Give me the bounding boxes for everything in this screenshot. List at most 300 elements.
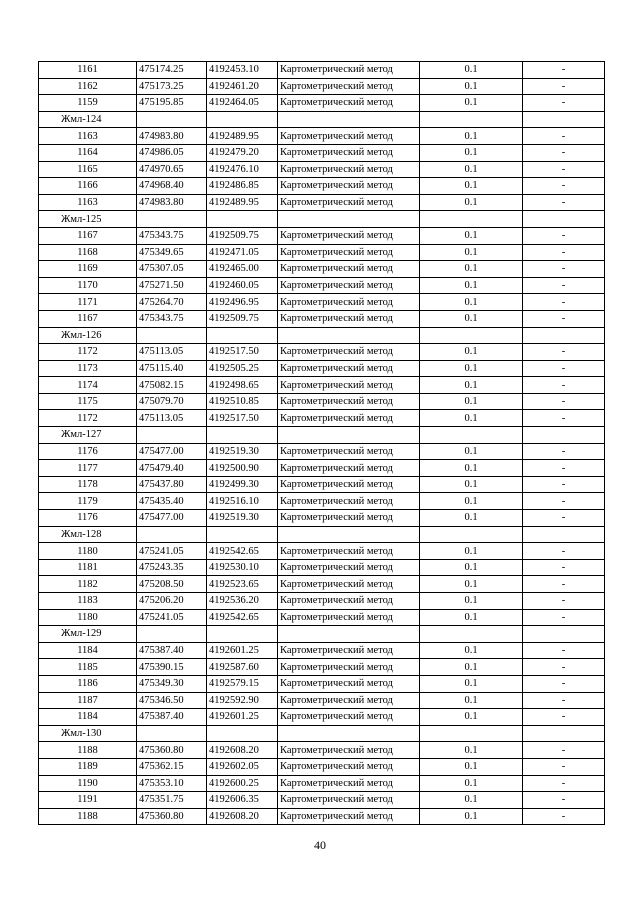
method-cell: Картометрический метод <box>278 294 420 311</box>
x-coordinate-cell: 475271.50 <box>137 277 207 294</box>
y-coordinate-cell <box>207 427 278 444</box>
table-row <box>39 609 605 626</box>
table-row <box>39 344 605 361</box>
accuracy-cell <box>420 111 523 128</box>
table-row <box>39 692 605 709</box>
y-coordinate-cell: 4192486.85 <box>207 178 278 195</box>
point-number-cell: 1187 <box>39 692 137 709</box>
group-name-cell: Жмл-129 <box>39 626 137 643</box>
accuracy-cell: 0.1 <box>420 294 523 311</box>
note-cell: - <box>523 642 605 659</box>
point-number-cell: 1164 <box>39 144 137 161</box>
point-number-cell: 1167 <box>39 310 137 327</box>
method-cell: Картометрический метод <box>278 161 420 178</box>
x-coordinate-cell: 475346.50 <box>137 692 207 709</box>
table-row <box>39 543 605 560</box>
accuracy-cell: 0.1 <box>420 709 523 726</box>
note-cell <box>523 526 605 543</box>
note-cell: - <box>523 443 605 460</box>
method-cell <box>278 211 420 228</box>
accuracy-cell: 0.1 <box>420 543 523 560</box>
x-coordinate-cell: 475174.25 <box>137 62 207 79</box>
note-cell: - <box>523 277 605 294</box>
x-coordinate-cell: 475362.15 <box>137 758 207 775</box>
method-cell: Картометрический метод <box>278 460 420 477</box>
accuracy-cell: 0.1 <box>420 609 523 626</box>
method-cell: Картометрический метод <box>278 178 420 195</box>
note-cell: - <box>523 227 605 244</box>
y-coordinate-cell: 4192496.95 <box>207 294 278 311</box>
note-cell: - <box>523 742 605 759</box>
note-cell: - <box>523 261 605 278</box>
accuracy-cell <box>420 427 523 444</box>
x-coordinate-cell: 475241.05 <box>137 543 207 560</box>
point-number-cell: 1178 <box>39 476 137 493</box>
point-number-cell: 1189 <box>39 758 137 775</box>
x-coordinate-cell: 475195.85 <box>137 95 207 112</box>
table-row <box>39 62 605 79</box>
coordinates-table <box>38 61 605 825</box>
x-coordinate-cell: 475387.40 <box>137 709 207 726</box>
x-coordinate-cell: 475387.40 <box>137 642 207 659</box>
method-cell: Картометрический метод <box>278 758 420 775</box>
method-cell: Картометрический метод <box>278 609 420 626</box>
method-cell <box>278 327 420 344</box>
table-row <box>39 294 605 311</box>
point-number-cell: 1172 <box>39 410 137 427</box>
point-number-cell: 1185 <box>39 659 137 676</box>
note-cell: - <box>523 161 605 178</box>
x-coordinate-cell: 475351.75 <box>137 792 207 809</box>
x-coordinate-cell <box>137 327 207 344</box>
y-coordinate-cell: 4192608.20 <box>207 742 278 759</box>
group-name-cell: Жмл-126 <box>39 327 137 344</box>
x-coordinate-cell: 475437.80 <box>137 476 207 493</box>
point-number-cell: 1175 <box>39 393 137 410</box>
accuracy-cell: 0.1 <box>420 310 523 327</box>
point-number-cell: 1186 <box>39 675 137 692</box>
x-coordinate-cell: 474970.65 <box>137 161 207 178</box>
accuracy-cell: 0.1 <box>420 493 523 510</box>
accuracy-cell: 0.1 <box>420 443 523 460</box>
note-cell: - <box>523 543 605 560</box>
method-cell: Картометрический метод <box>278 659 420 676</box>
coordinates-table-body <box>39 62 605 825</box>
method-cell <box>278 526 420 543</box>
x-coordinate-cell <box>137 111 207 128</box>
y-coordinate-cell: 4192606.35 <box>207 792 278 809</box>
table-row <box>39 792 605 809</box>
y-coordinate-cell: 4192542.65 <box>207 609 278 626</box>
point-number-cell: 1163 <box>39 128 137 145</box>
accuracy-cell: 0.1 <box>420 510 523 527</box>
x-coordinate-cell: 475479.40 <box>137 460 207 477</box>
note-cell: - <box>523 62 605 79</box>
accuracy-cell <box>420 526 523 543</box>
note-cell: - <box>523 692 605 709</box>
point-number-cell: 1180 <box>39 543 137 560</box>
method-cell: Картометрический метод <box>278 62 420 79</box>
note-cell: - <box>523 559 605 576</box>
accuracy-cell: 0.1 <box>420 675 523 692</box>
table-row <box>39 178 605 195</box>
accuracy-cell: 0.1 <box>420 227 523 244</box>
point-number-cell: 1174 <box>39 377 137 394</box>
accuracy-cell: 0.1 <box>420 244 523 261</box>
group-name-cell: Жмл-128 <box>39 526 137 543</box>
note-cell: - <box>523 476 605 493</box>
y-coordinate-cell: 4192505.25 <box>207 360 278 377</box>
x-coordinate-cell: 475360.80 <box>137 742 207 759</box>
table-row <box>39 144 605 161</box>
y-coordinate-cell: 4192461.20 <box>207 78 278 95</box>
table-row <box>39 758 605 775</box>
table-row <box>39 775 605 792</box>
note-cell: - <box>523 775 605 792</box>
point-number-cell: 1188 <box>39 742 137 759</box>
x-coordinate-cell: 475343.75 <box>137 227 207 244</box>
point-number-cell: 1191 <box>39 792 137 809</box>
table-row <box>39 244 605 261</box>
note-cell: - <box>523 792 605 809</box>
note-cell: - <box>523 460 605 477</box>
group-name-cell: Жмл-124 <box>39 111 137 128</box>
accuracy-cell: 0.1 <box>420 659 523 676</box>
y-coordinate-cell <box>207 111 278 128</box>
method-cell: Картометрический метод <box>278 410 420 427</box>
method-cell: Картометрический метод <box>278 692 420 709</box>
note-cell <box>523 427 605 444</box>
note-cell: - <box>523 244 605 261</box>
method-cell: Картометрический метод <box>278 393 420 410</box>
point-number-cell: 1177 <box>39 460 137 477</box>
y-coordinate-cell: 4192510.85 <box>207 393 278 410</box>
accuracy-cell: 0.1 <box>420 792 523 809</box>
accuracy-cell: 0.1 <box>420 642 523 659</box>
point-number-cell: 1180 <box>39 609 137 626</box>
method-cell: Картометрический метод <box>278 261 420 278</box>
point-number-cell: 1182 <box>39 576 137 593</box>
point-number-cell: 1167 <box>39 227 137 244</box>
x-coordinate-cell: 475079.70 <box>137 393 207 410</box>
y-coordinate-cell: 4192592.90 <box>207 692 278 709</box>
point-number-cell: 1176 <box>39 443 137 460</box>
y-coordinate-cell: 4192453.10 <box>207 62 278 79</box>
note-cell: - <box>523 95 605 112</box>
table-row <box>39 95 605 112</box>
note-cell: - <box>523 510 605 527</box>
note-cell: - <box>523 144 605 161</box>
x-coordinate-cell <box>137 211 207 228</box>
y-coordinate-cell <box>207 725 278 742</box>
y-coordinate-cell: 4192519.30 <box>207 443 278 460</box>
y-coordinate-cell: 4192479.20 <box>207 144 278 161</box>
y-coordinate-cell: 4192498.65 <box>207 377 278 394</box>
note-cell: - <box>523 377 605 394</box>
x-coordinate-cell: 475307.05 <box>137 261 207 278</box>
y-coordinate-cell: 4192500.90 <box>207 460 278 477</box>
accuracy-cell: 0.1 <box>420 393 523 410</box>
method-cell: Картометрический метод <box>278 128 420 145</box>
point-number-cell: 1181 <box>39 559 137 576</box>
table-row <box>39 227 605 244</box>
accuracy-cell: 0.1 <box>420 410 523 427</box>
group-name-cell: Жмл-125 <box>39 211 137 228</box>
x-coordinate-cell: 474983.80 <box>137 194 207 211</box>
note-cell: - <box>523 709 605 726</box>
point-number-cell: 1172 <box>39 344 137 361</box>
x-coordinate-cell: 475264.70 <box>137 294 207 311</box>
method-cell: Картометрический метод <box>278 576 420 593</box>
table-row <box>39 493 605 510</box>
note-cell: - <box>523 410 605 427</box>
note-cell <box>523 725 605 742</box>
point-number-cell: 1190 <box>39 775 137 792</box>
group-header-row <box>39 725 605 742</box>
y-coordinate-cell: 4192517.50 <box>207 344 278 361</box>
x-coordinate-cell: 475353.10 <box>137 775 207 792</box>
point-number-cell: 1173 <box>39 360 137 377</box>
x-coordinate-cell: 475113.05 <box>137 344 207 361</box>
group-header-row <box>39 626 605 643</box>
method-cell: Картометрический метод <box>278 493 420 510</box>
y-coordinate-cell: 4192602.05 <box>207 758 278 775</box>
y-coordinate-cell: 4192608.20 <box>207 808 278 825</box>
table-row <box>39 460 605 477</box>
group-header-row <box>39 327 605 344</box>
point-number-cell: 1168 <box>39 244 137 261</box>
method-cell <box>278 111 420 128</box>
point-number-cell: 1184 <box>39 642 137 659</box>
accuracy-cell <box>420 211 523 228</box>
accuracy-cell <box>420 626 523 643</box>
accuracy-cell <box>420 725 523 742</box>
note-cell: - <box>523 609 605 626</box>
method-cell: Картометрический метод <box>278 144 420 161</box>
note-cell <box>523 111 605 128</box>
table-row <box>39 161 605 178</box>
table-row <box>39 310 605 327</box>
note-cell: - <box>523 808 605 825</box>
group-name-cell: Жмл-127 <box>39 427 137 444</box>
y-coordinate-cell: 4192601.25 <box>207 642 278 659</box>
accuracy-cell: 0.1 <box>420 460 523 477</box>
x-coordinate-cell: 475082.15 <box>137 377 207 394</box>
y-coordinate-cell: 4192519.30 <box>207 510 278 527</box>
x-coordinate-cell: 475243.35 <box>137 559 207 576</box>
method-cell: Картометрический метод <box>278 559 420 576</box>
accuracy-cell: 0.1 <box>420 808 523 825</box>
x-coordinate-cell <box>137 526 207 543</box>
table-row <box>39 194 605 211</box>
point-number-cell: 1166 <box>39 178 137 195</box>
note-cell: - <box>523 310 605 327</box>
table-row <box>39 808 605 825</box>
accuracy-cell: 0.1 <box>420 144 523 161</box>
point-number-cell: 1162 <box>39 78 137 95</box>
y-coordinate-cell: 4192530.10 <box>207 559 278 576</box>
y-coordinate-cell: 4192499.30 <box>207 476 278 493</box>
accuracy-cell: 0.1 <box>420 758 523 775</box>
y-coordinate-cell: 4192464.05 <box>207 95 278 112</box>
y-coordinate-cell: 4192600.25 <box>207 775 278 792</box>
table-row <box>39 393 605 410</box>
note-cell: - <box>523 194 605 211</box>
y-coordinate-cell: 4192517.50 <box>207 410 278 427</box>
x-coordinate-cell: 475173.25 <box>137 78 207 95</box>
note-cell: - <box>523 576 605 593</box>
note-cell: - <box>523 78 605 95</box>
x-coordinate-cell: 475206.20 <box>137 593 207 610</box>
point-number-cell: 1163 <box>39 194 137 211</box>
accuracy-cell: 0.1 <box>420 344 523 361</box>
y-coordinate-cell: 4192579.15 <box>207 675 278 692</box>
x-coordinate-cell: 475349.30 <box>137 675 207 692</box>
method-cell: Картометрический метод <box>278 675 420 692</box>
x-coordinate-cell: 475343.75 <box>137 310 207 327</box>
point-number-cell: 1188 <box>39 808 137 825</box>
table-row <box>39 593 605 610</box>
note-cell: - <box>523 593 605 610</box>
note-cell: - <box>523 659 605 676</box>
point-number-cell: 1171 <box>39 294 137 311</box>
table-row <box>39 576 605 593</box>
table-row <box>39 443 605 460</box>
page-number: 40 <box>314 838 326 852</box>
table-row <box>39 128 605 145</box>
accuracy-cell: 0.1 <box>420 261 523 278</box>
y-coordinate-cell: 4192509.75 <box>207 310 278 327</box>
method-cell: Картометрический метод <box>278 742 420 759</box>
point-number-cell: 1184 <box>39 709 137 726</box>
note-cell <box>523 211 605 228</box>
accuracy-cell: 0.1 <box>420 576 523 593</box>
group-header-row <box>39 427 605 444</box>
table-row <box>39 510 605 527</box>
y-coordinate-cell: 4192542.65 <box>207 543 278 560</box>
group-header-row <box>39 211 605 228</box>
y-coordinate-cell: 4192476.10 <box>207 161 278 178</box>
note-cell: - <box>523 393 605 410</box>
y-coordinate-cell <box>207 327 278 344</box>
y-coordinate-cell: 4192460.05 <box>207 277 278 294</box>
table-row <box>39 659 605 676</box>
accuracy-cell: 0.1 <box>420 95 523 112</box>
y-coordinate-cell: 4192465.00 <box>207 261 278 278</box>
point-number-cell: 1183 <box>39 593 137 610</box>
method-cell: Картометрический метод <box>278 510 420 527</box>
method-cell: Картометрический метод <box>278 360 420 377</box>
point-number-cell: 1159 <box>39 95 137 112</box>
accuracy-cell: 0.1 <box>420 377 523 394</box>
point-number-cell: 1176 <box>39 510 137 527</box>
note-cell: - <box>523 675 605 692</box>
x-coordinate-cell: 475208.50 <box>137 576 207 593</box>
method-cell: Картометрический метод <box>278 476 420 493</box>
note-cell: - <box>523 178 605 195</box>
accuracy-cell: 0.1 <box>420 692 523 709</box>
method-cell: Картометрический метод <box>278 792 420 809</box>
table-row <box>39 410 605 427</box>
y-coordinate-cell: 4192601.25 <box>207 709 278 726</box>
x-coordinate-cell: 475477.00 <box>137 510 207 527</box>
note-cell: - <box>523 128 605 145</box>
group-header-row <box>39 526 605 543</box>
point-number-cell: 1169 <box>39 261 137 278</box>
accuracy-cell: 0.1 <box>420 559 523 576</box>
note-cell: - <box>523 758 605 775</box>
method-cell: Картометрический метод <box>278 227 420 244</box>
method-cell: Картометрический метод <box>278 775 420 792</box>
point-number-cell: 1170 <box>39 277 137 294</box>
y-coordinate-cell <box>207 626 278 643</box>
x-coordinate-cell: 475349.65 <box>137 244 207 261</box>
accuracy-cell: 0.1 <box>420 161 523 178</box>
x-coordinate-cell: 474983.80 <box>137 128 207 145</box>
accuracy-cell: 0.1 <box>420 128 523 145</box>
note-cell <box>523 626 605 643</box>
y-coordinate-cell: 4192489.95 <box>207 194 278 211</box>
method-cell: Картометрический метод <box>278 808 420 825</box>
table-row <box>39 675 605 692</box>
x-coordinate-cell <box>137 626 207 643</box>
x-coordinate-cell <box>137 725 207 742</box>
method-cell: Картометрический метод <box>278 244 420 261</box>
y-coordinate-cell: 4192587.60 <box>207 659 278 676</box>
accuracy-cell: 0.1 <box>420 476 523 493</box>
method-cell: Картометрический метод <box>278 277 420 294</box>
x-coordinate-cell: 475241.05 <box>137 609 207 626</box>
x-coordinate-cell: 474968.40 <box>137 178 207 195</box>
table-row <box>39 261 605 278</box>
x-coordinate-cell: 474986.05 <box>137 144 207 161</box>
table-row <box>39 642 605 659</box>
method-cell: Картометрический метод <box>278 78 420 95</box>
note-cell: - <box>523 493 605 510</box>
accuracy-cell: 0.1 <box>420 593 523 610</box>
note-cell: - <box>523 344 605 361</box>
method-cell: Картометрический метод <box>278 377 420 394</box>
table-row <box>39 360 605 377</box>
table-row <box>39 476 605 493</box>
x-coordinate-cell: 475435.40 <box>137 493 207 510</box>
method-cell: Картометрический метод <box>278 709 420 726</box>
y-coordinate-cell: 4192509.75 <box>207 227 278 244</box>
y-coordinate-cell: 4192489.95 <box>207 128 278 145</box>
y-coordinate-cell: 4192536.20 <box>207 593 278 610</box>
method-cell: Картометрический метод <box>278 543 420 560</box>
method-cell <box>278 725 420 742</box>
table-row <box>39 78 605 95</box>
x-coordinate-cell: 475477.00 <box>137 443 207 460</box>
table-row <box>39 742 605 759</box>
method-cell <box>278 626 420 643</box>
table-row <box>39 277 605 294</box>
x-coordinate-cell <box>137 427 207 444</box>
method-cell: Картометрический метод <box>278 95 420 112</box>
method-cell <box>278 427 420 444</box>
x-coordinate-cell: 475390.15 <box>137 659 207 676</box>
group-name-cell: Жмл-130 <box>39 725 137 742</box>
point-number-cell: 1179 <box>39 493 137 510</box>
note-cell: - <box>523 360 605 377</box>
accuracy-cell: 0.1 <box>420 178 523 195</box>
accuracy-cell <box>420 327 523 344</box>
accuracy-cell: 0.1 <box>420 360 523 377</box>
method-cell: Картометрический метод <box>278 310 420 327</box>
accuracy-cell: 0.1 <box>420 775 523 792</box>
accuracy-cell: 0.1 <box>420 62 523 79</box>
